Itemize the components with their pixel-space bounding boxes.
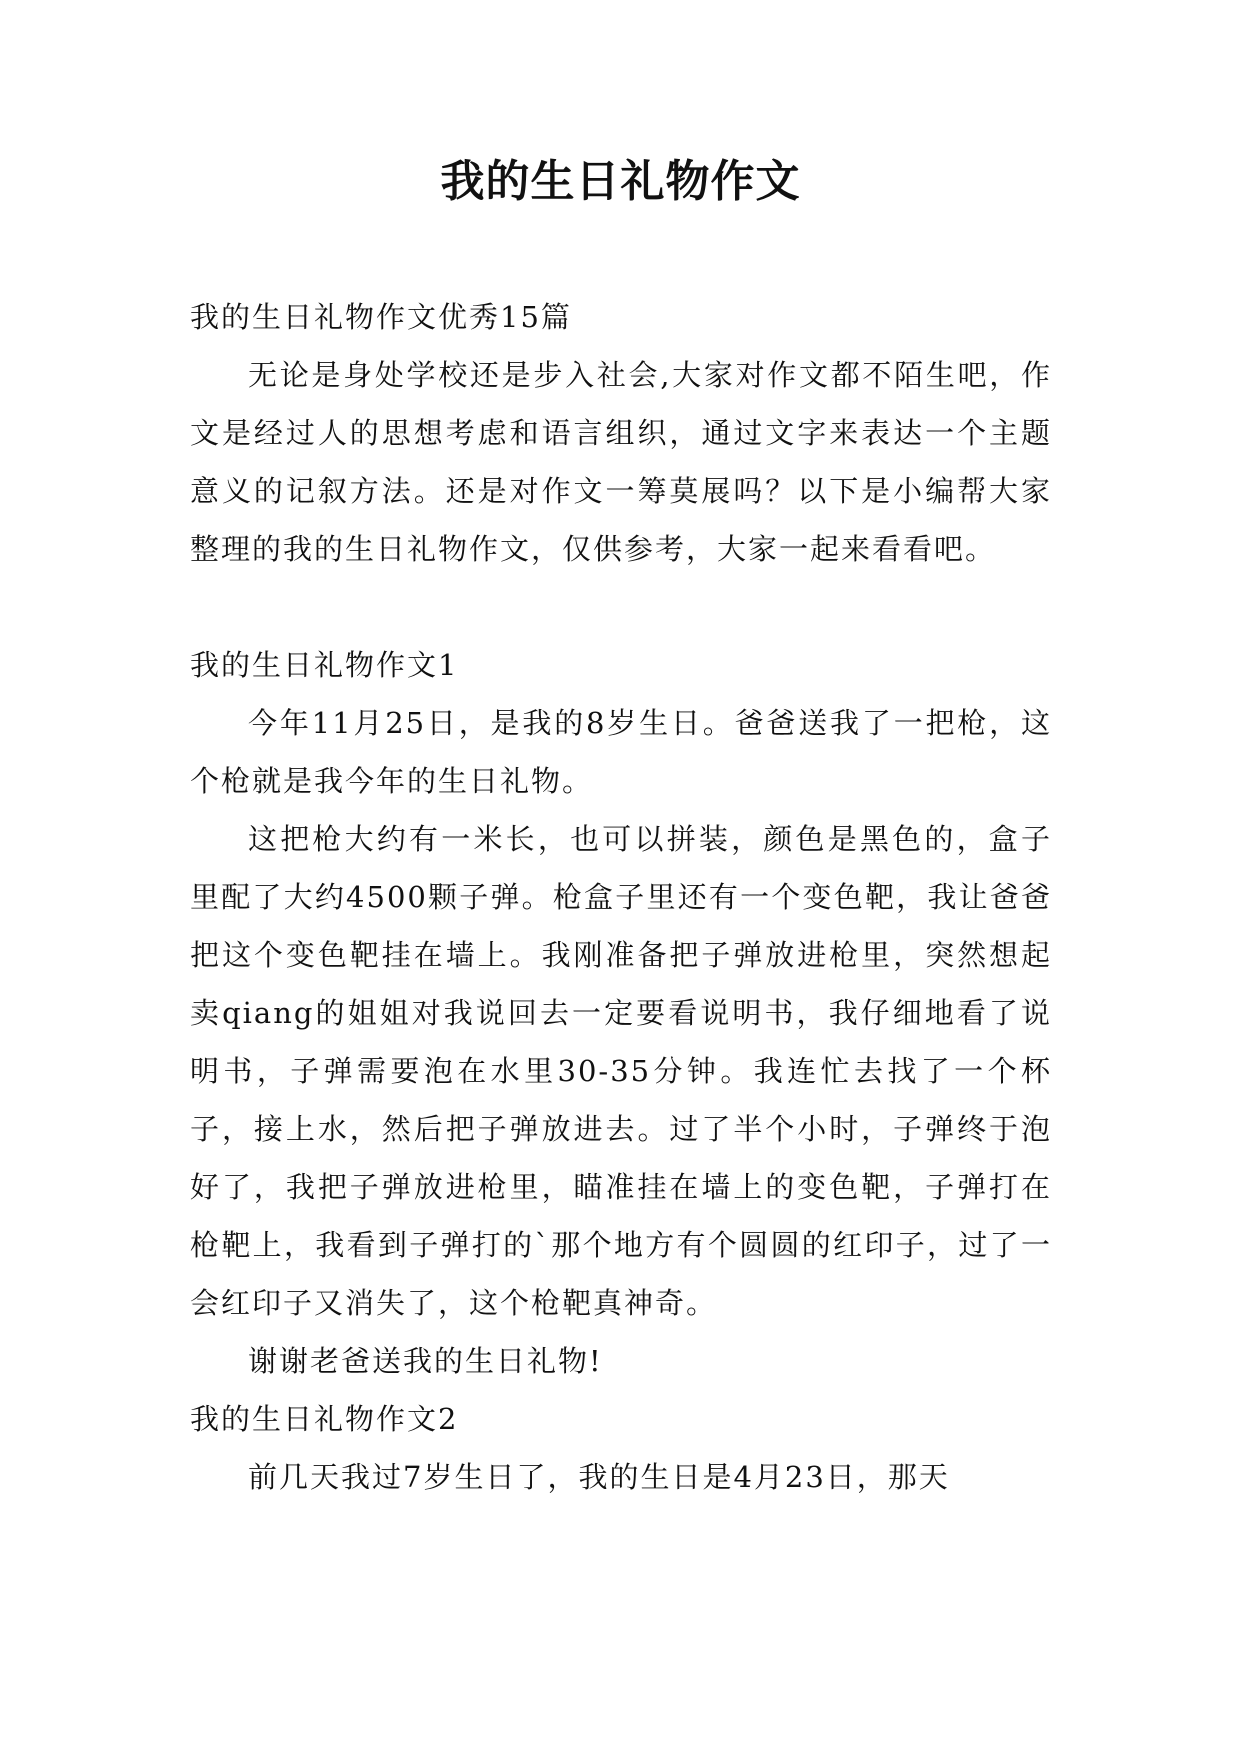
document-body	[190, 288, 1052, 1506]
essay-heading: 我的生日礼物作文1	[190, 648, 459, 682]
essay-paragraph: 前几天我过7岁生日了，我的生日是4月23日，那天	[248, 1460, 950, 1494]
essay-paragraph: 今年11月25日，是我的8岁生日。爸爸送我了一把枪，这个枪就是我今年的生日礼物。	[190, 706, 1052, 798]
document-subtitle: 我的生日礼物作文优秀15篇	[190, 300, 572, 334]
intro-paragraph: 无论是身处学校还是步入社会,大家对作文都不陌生吧，作文是经过人的思想考虑和语言组织，通过文字来表达一个主题意义的记叙方法。还是对作文一筹莫展吗？以下是小编帮大家整理的我的生日礼物作文，仅供参考，大家一起来看看吧。	[190, 358, 1052, 566]
essay-paragraph: 谢谢老爸送我的生日礼物!	[248, 1344, 603, 1378]
essay-heading: 我的生日礼物作文2	[190, 1402, 459, 1436]
document-title: 我的生日礼物作文	[440, 156, 801, 207]
section-spacer	[190, 578, 1052, 636]
essay-paragraph: 这把枪大约有一米长，也可以拼装，颜色是黑色的，盒子里配了大约4500颗子弹。枪盒子里还有一个变色靶，我让爸爸把这个变色靶挂在墙上。我刚准备把子弹放进枪里，突然想起卖qiang的姐姐对我说回去一定要看说明书，我仔细地看了说明书，子弹需要泡在水里30-35分钟。我连忙去找了一个杯子，接上水，然后把子弹放进去。过了半个小时，子弹终于泡好了，我把子弹放进枪里，瞄准挂在墙上的变色靶，子弹打在枪靶上，我看到子弹打的`那个地方有个圆圆的红印子，过了一会红印子又消失了，这个枪靶真神奇。	[190, 822, 1052, 1320]
